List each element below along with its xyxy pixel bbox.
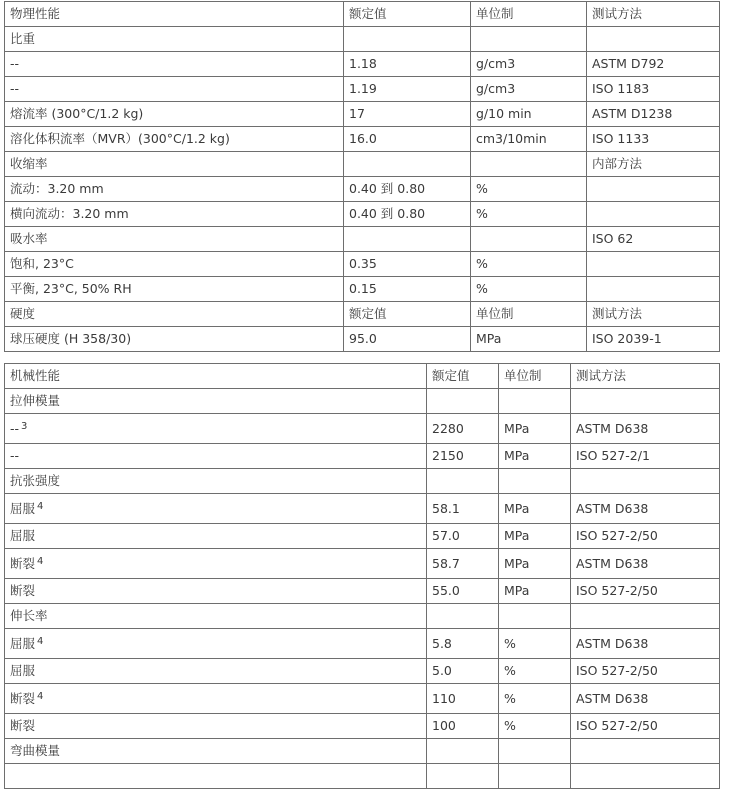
value-cell [344, 202, 471, 227]
property-cell [5, 277, 344, 302]
table-row [5, 27, 720, 52]
method-cell-text: ISO 527-2/50 [576, 583, 658, 598]
unit-cell [471, 252, 587, 277]
unit-cell-text: g/cm3 [476, 81, 516, 96]
unit-cell [471, 327, 587, 352]
method-cell-text: ASTM D1238 [592, 106, 673, 121]
value-cell [427, 444, 499, 469]
table-row [5, 52, 720, 77]
unit-cell [471, 277, 587, 302]
method-cell-text: ISO 1183 [592, 81, 650, 96]
table-row [5, 102, 720, 127]
property-cell-text: 熔流率 (300°C/1.2 kg) [10, 106, 144, 121]
method-cell [587, 302, 720, 327]
value-cell-text: 额定值 [349, 306, 387, 321]
header-value: 额定值 [427, 364, 499, 389]
value-cell-text: 0.40 到 0.80 [349, 181, 426, 196]
header-property: 物理性能 [5, 2, 344, 27]
unit-cell [499, 494, 571, 524]
unit-cell [499, 764, 571, 789]
value-cell-text: 58.7 [432, 555, 460, 571]
unit-cell [499, 579, 571, 604]
property-cell [5, 127, 344, 152]
property-cell [5, 579, 427, 604]
table-row [5, 714, 720, 739]
property-cell-text: -- [10, 448, 20, 463]
value-cell-text: 0.40 到 0.80 [349, 206, 426, 221]
method-cell-text: ASTM D792 [592, 56, 665, 71]
method-cell-text: ASTM D638 [576, 420, 649, 436]
value-cell [344, 27, 471, 52]
unit-cell-text: % [476, 181, 488, 196]
value-cell-text: 55.0 [432, 583, 460, 598]
mechanical-properties-table [4, 363, 720, 789]
property-cell [5, 469, 427, 494]
property-cell-text: 弯曲模量 [10, 743, 61, 758]
table-row [5, 629, 720, 659]
property-cell [5, 152, 344, 177]
property-cell-text: 断裂 [10, 718, 36, 733]
table-row [5, 579, 720, 604]
unit-cell [471, 27, 587, 52]
table-row [5, 549, 720, 579]
property-cell [5, 549, 427, 579]
unit-cell-text: cm3/10min [476, 131, 547, 146]
property-cell [5, 714, 427, 739]
method-cell [571, 659, 720, 684]
method-cell-text: 测试方法 [592, 306, 643, 321]
table-row [5, 684, 720, 714]
method-cell-text: ASTM D638 [576, 635, 649, 651]
property-cell [5, 102, 344, 127]
value-cell [427, 714, 499, 739]
property-cell [5, 227, 344, 252]
table-row [5, 177, 720, 202]
table-row [5, 127, 720, 152]
header-method: 测试方法 [571, 364, 720, 389]
table-header-row [5, 364, 720, 389]
unit-cell [499, 469, 571, 494]
property-cell-text: 收缩率 [10, 156, 48, 171]
unit-cell-text: % [504, 635, 516, 651]
unit-cell-text: % [504, 718, 516, 733]
value-cell [427, 764, 499, 789]
value-cell [344, 327, 471, 352]
value-cell [427, 524, 499, 549]
unit-cell [499, 414, 571, 444]
unit-cell [499, 604, 571, 629]
property-cell [5, 302, 344, 327]
property-cell-text: 球压硬度 (H 358/30) [10, 331, 132, 346]
unit-cell [499, 659, 571, 684]
value-cell [427, 739, 499, 764]
table-row [5, 414, 720, 444]
header-method: 测试方法 [587, 2, 720, 27]
unit-cell-text: MPa [504, 448, 530, 463]
value-cell-text: 5.8 [432, 635, 452, 651]
property-cell [5, 252, 344, 277]
property-cell [5, 684, 427, 714]
footnote-marker[interactable]: 4 [37, 555, 44, 567]
property-cell-text: 伸长率 [10, 608, 48, 623]
property-cell-text: 硬度 [10, 306, 36, 321]
property-cell [5, 177, 344, 202]
unit-cell [499, 549, 571, 579]
property-cell-text: 断裂 [10, 555, 36, 571]
method-cell [587, 102, 720, 127]
method-cell [571, 684, 720, 714]
property-cell [5, 414, 427, 444]
unit-cell [499, 444, 571, 469]
method-cell [587, 127, 720, 152]
value-cell [344, 127, 471, 152]
table-row [5, 77, 720, 102]
method-cell [571, 629, 720, 659]
value-cell-text: 95.0 [349, 331, 377, 346]
header-value: 额定值 [344, 2, 471, 27]
table-row [5, 152, 720, 177]
property-cell-text: 溶化体积流率（MVR）(300°C/1.2 kg) [10, 131, 230, 146]
physical-properties-table [4, 1, 720, 352]
table-row [5, 444, 720, 469]
property-cell-text: 断裂 [10, 583, 36, 598]
property-cell-text: -- [10, 420, 20, 436]
method-cell [571, 389, 720, 414]
value-cell-text: 0.15 [349, 281, 377, 296]
value-cell [344, 227, 471, 252]
method-cell-text: ISO 527-2/1 [576, 448, 650, 463]
method-cell [571, 414, 720, 444]
unit-cell [471, 202, 587, 227]
value-cell-text: 57.0 [432, 528, 460, 543]
property-cell-text: -- [10, 81, 20, 96]
value-cell-text: 0.35 [349, 256, 377, 271]
property-cell [5, 77, 344, 102]
property-cell-text: -- [10, 56, 20, 71]
table-row [5, 764, 720, 789]
value-cell [427, 659, 499, 684]
value-cell [427, 549, 499, 579]
property-cell-text: 饱和, 23°C [10, 256, 74, 271]
footnote-marker[interactable]: 4 [37, 635, 44, 647]
table-row [5, 659, 720, 684]
value-cell [344, 77, 471, 102]
value-cell [427, 629, 499, 659]
method-cell [571, 469, 720, 494]
method-cell [571, 524, 720, 549]
property-cell [5, 629, 427, 659]
unit-cell [499, 389, 571, 414]
property-cell [5, 327, 344, 352]
value-cell-text: 110 [432, 690, 456, 706]
value-cell [427, 494, 499, 524]
method-cell [571, 764, 720, 789]
value-cell-text: 2280 [432, 420, 464, 436]
method-cell-text: ASTM D638 [576, 690, 649, 706]
method-cell [571, 739, 720, 764]
method-cell [571, 444, 720, 469]
property-cell-text: 屈服 [10, 528, 36, 543]
unit-cell [471, 102, 587, 127]
footnote-marker[interactable]: 4 [37, 690, 44, 702]
method-cell-text: ISO 527-2/50 [576, 663, 658, 678]
method-cell-text: ISO 62 [592, 231, 634, 246]
property-cell-text: 流动：3.20 mm [10, 181, 104, 196]
method-cell [587, 177, 720, 202]
unit-cell-text: % [504, 690, 516, 706]
unit-cell-text: MPa [504, 583, 530, 598]
value-cell [344, 102, 471, 127]
property-cell-text: 断裂 [10, 690, 36, 706]
unit-cell [471, 227, 587, 252]
header-unit: 单位制 [471, 2, 587, 27]
method-cell [587, 202, 720, 227]
unit-cell [499, 739, 571, 764]
footnote-marker[interactable]: 4 [37, 500, 44, 512]
property-cell [5, 202, 344, 227]
method-cell [587, 227, 720, 252]
property-cell-text: 吸水率 [10, 231, 48, 246]
unit-cell-text: MPa [504, 555, 530, 571]
table-row [5, 524, 720, 549]
value-cell [427, 389, 499, 414]
method-cell [587, 27, 720, 52]
value-cell [427, 469, 499, 494]
value-cell [427, 684, 499, 714]
method-cell-text: ISO 527-2/50 [576, 718, 658, 733]
property-cell-text: 屈服 [10, 635, 36, 651]
value-cell-text: 16.0 [349, 131, 377, 146]
table-header-row [5, 2, 720, 27]
property-cell [5, 494, 427, 524]
method-cell [571, 714, 720, 739]
method-cell-text: ISO 527-2/50 [576, 528, 658, 543]
unit-cell-text: 单位制 [476, 306, 514, 321]
method-cell-text: ISO 1133 [592, 131, 650, 146]
property-cell-text: 横向流动：3.20 mm [10, 206, 129, 221]
value-cell-text: 2150 [432, 448, 464, 463]
unit-cell-text: % [476, 206, 488, 221]
unit-cell [499, 629, 571, 659]
unit-cell-text: % [476, 256, 488, 271]
property-cell [5, 444, 427, 469]
unit-cell [471, 302, 587, 327]
method-cell [587, 277, 720, 302]
unit-cell-text: g/cm3 [476, 56, 516, 71]
value-cell [344, 52, 471, 77]
property-cell [5, 739, 427, 764]
method-cell [587, 327, 720, 352]
unit-cell [471, 77, 587, 102]
value-cell [344, 302, 471, 327]
value-cell [344, 177, 471, 202]
method-cell [571, 494, 720, 524]
property-cell [5, 524, 427, 549]
header-unit: 单位制 [499, 364, 571, 389]
method-cell [587, 52, 720, 77]
footnote-marker[interactable]: 3 [21, 420, 28, 432]
table-row [5, 302, 720, 327]
unit-cell [499, 524, 571, 549]
header-property: 机械性能 [5, 364, 427, 389]
method-cell [587, 252, 720, 277]
property-cell-text: 屈服 [10, 663, 36, 678]
method-cell-text: ASTM D638 [576, 555, 649, 571]
value-cell-text: 5.0 [432, 663, 452, 678]
property-cell-text: 屈服 [10, 500, 36, 516]
value-cell [344, 277, 471, 302]
property-cell [5, 659, 427, 684]
property-cell-text: 比重 [10, 31, 36, 46]
unit-cell-text: MPa [504, 420, 530, 436]
unit-cell-text: MPa [504, 528, 530, 543]
unit-cell [499, 684, 571, 714]
property-cell [5, 604, 427, 629]
method-cell-text: 内部方法 [592, 156, 643, 171]
method-cell [587, 152, 720, 177]
value-cell-text: 17 [349, 106, 365, 121]
unit-cell-text: MPa [504, 500, 530, 516]
unit-cell-text: % [476, 281, 488, 296]
property-cell-text: 抗张强度 [10, 473, 61, 488]
table-row [5, 202, 720, 227]
property-cell [5, 27, 344, 52]
table-row [5, 604, 720, 629]
unit-cell [471, 177, 587, 202]
property-cell [5, 52, 344, 77]
value-cell [344, 152, 471, 177]
table-row [5, 227, 720, 252]
method-cell-text: ISO 2039-1 [592, 331, 662, 346]
value-cell-text: 1.18 [349, 56, 377, 71]
method-cell [571, 579, 720, 604]
method-cell-text: ASTM D638 [576, 500, 649, 516]
table-row [5, 469, 720, 494]
unit-cell [499, 714, 571, 739]
table-row [5, 494, 720, 524]
table-row [5, 277, 720, 302]
unit-cell-text: g/10 min [476, 106, 532, 121]
method-cell [571, 604, 720, 629]
property-cell [5, 764, 427, 789]
unit-cell [471, 152, 587, 177]
value-cell-text: 1.19 [349, 81, 377, 96]
value-cell [427, 414, 499, 444]
table-row [5, 252, 720, 277]
value-cell [344, 252, 471, 277]
unit-cell [471, 52, 587, 77]
property-cell-text: 平衡, 23°C, 50% RH [10, 281, 132, 296]
value-cell [427, 604, 499, 629]
table-row [5, 389, 720, 414]
method-cell [587, 77, 720, 102]
value-cell-text: 58.1 [432, 500, 460, 516]
unit-cell [471, 127, 587, 152]
table-row [5, 739, 720, 764]
unit-cell-text: MPa [476, 331, 502, 346]
value-cell-text: 100 [432, 718, 456, 733]
unit-cell-text: % [504, 663, 516, 678]
table-row [5, 327, 720, 352]
property-cell [5, 389, 427, 414]
property-cell-text: 拉伸模量 [10, 393, 61, 408]
method-cell [571, 549, 720, 579]
value-cell [427, 579, 499, 604]
